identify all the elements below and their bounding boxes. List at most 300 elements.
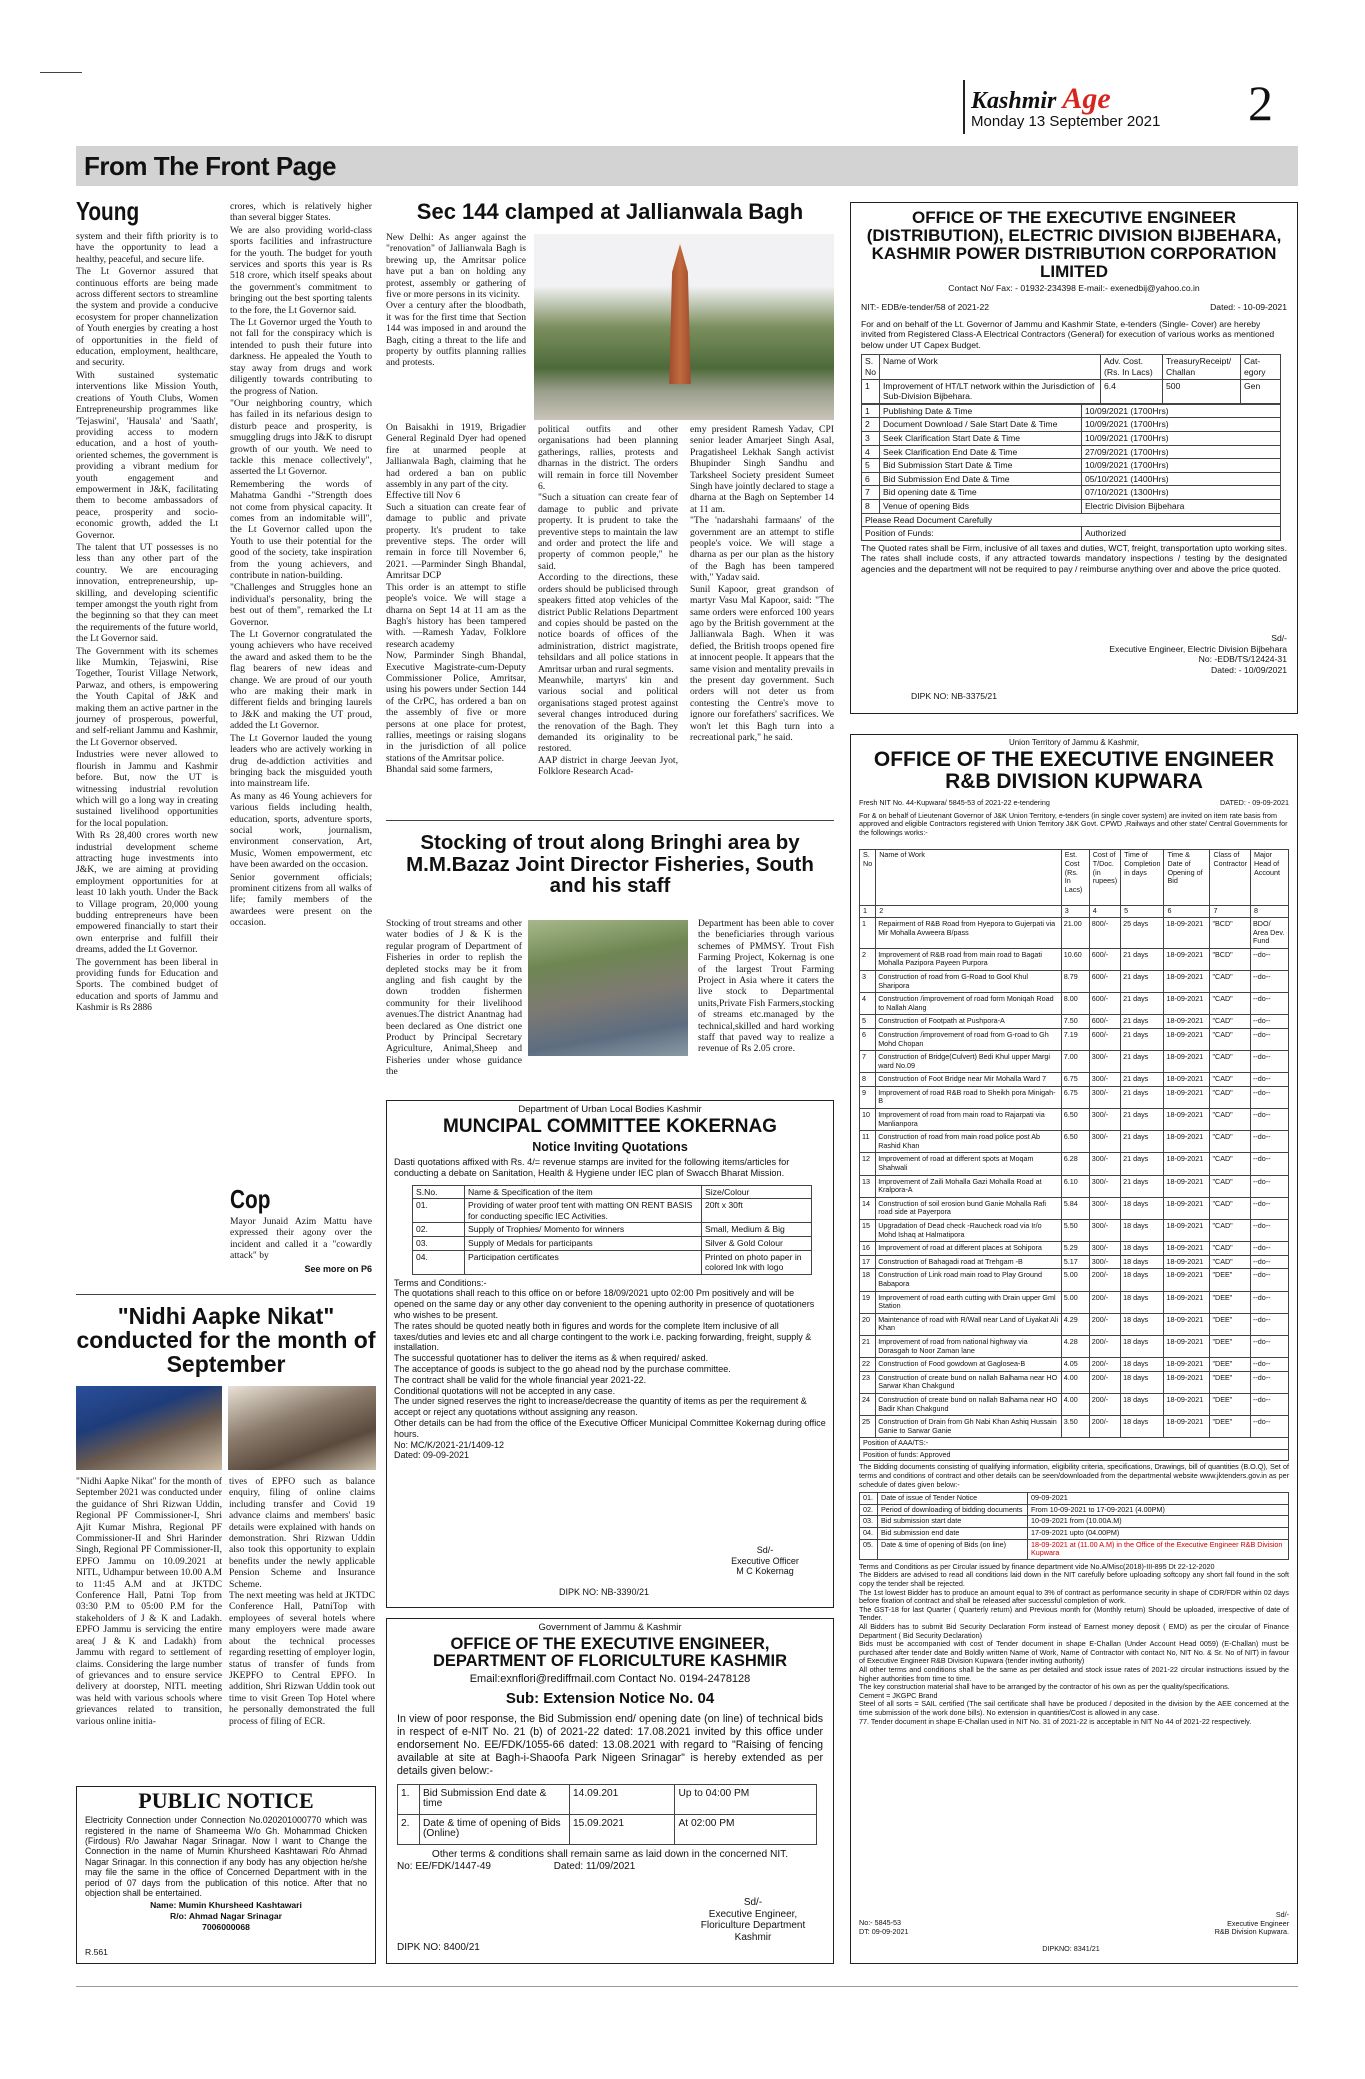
table-cell: 4.28 [1061,1335,1089,1357]
kpdcl-contact: Contact No/ Fax: - 01932-234398 E-mail:- exenedbij@yahoo.co.in [948,283,1200,293]
table-cell: 18-09-2021 [1164,1335,1210,1357]
table-cell: 18-09-2021 [1164,1086,1210,1108]
table-cell: --do-- [1251,1255,1289,1269]
table-cell: 1 [862,404,880,418]
table-cell: 10 [860,1109,876,1131]
kup-sig2: Executive Engineer [1227,1918,1289,1928]
table-cell: 16 [860,1242,876,1256]
table-cell: 5 [1121,906,1164,918]
table-cell: "DEE" [1210,1416,1251,1438]
flori-body: In view of poor response, the Bid Submission end/ opening date (on line) of technical bids in respect of e-NIT No. 21 (b) of 2021-22 dated: 17.08.2021 invited by this office under endorsement No. EE/FDK/1055-66 dated: 13.08.2021 with regard to "Raising of fencing available at site at Bagh-i-Shaoofa Park Nigeen Srinagar" is hereby extended as per details given below:- [397,1712,823,1777]
table-cell: Improvement of road R&B road to Sheikh pora Minigah-B [876,1086,1062,1108]
kpdcl-schedule [861,404,1281,541]
table-cell: "DEE" [1210,1313,1251,1335]
table-cell: 11 [860,1131,876,1153]
public-notice-ref: R.561 [85,1947,108,1957]
table-cell: "DEE" [1210,1371,1251,1393]
nidhi-head: "Nidhi Aapke Nikat" conducted for the month of September [76,1303,376,1378]
table-cell: Construction of Bahagadi road at Trehgam -B [876,1255,1062,1269]
table-cell: 18-09-2021 at (11.00 A.M) in the Office of the Executive Engineer R&B Division Kupwara [1028,1539,1289,1559]
nidhi-story [76,1294,376,1782]
table-row [862,445,1281,459]
table-cell: --do-- [1251,1291,1289,1313]
table-cell: 25 [860,1416,876,1438]
table-cell: --do-- [1251,1220,1289,1242]
flori-sig3: Floriculture Department [700,1920,806,1931]
kup-notice [850,734,1298,1964]
table-cell: 300/- [1089,1153,1120,1175]
table-cell: Position of AAA/TS:- [860,1438,1289,1450]
table-cell: Improvement of road from national highway via Dorasgah to Noor Zaman lane [876,1335,1062,1357]
mck-sig: Sd/- [756,1545,774,1555]
table-cell: 10/09/2021 (1700Hrs) [1082,418,1281,432]
table-cell: 300/- [1089,1131,1120,1153]
table-cell: Maintenance of road with R/Wall near Land of Liyakat Ali Khan [876,1313,1062,1335]
kpdcl-refs [861,302,1287,313]
table-cell: 8.79 [1061,970,1089,992]
table-cell: 27/09/2021 (1700Hrs) [1082,445,1281,459]
table-cell: 10.60 [1061,948,1089,970]
table-cell: 1 [862,379,880,403]
table-cell: Construction of Food gowdown at Gaglosea-B [876,1358,1062,1372]
table-cell: --do-- [1251,1028,1289,1050]
young-p: "Our neighboring country, which has failed in its nefarious design to disturb peace and prosperity, is smuggling drugs into J&K to disrupt growth of our youth. We need to tackle this menace collectively", asserted the Lt Governor. [230,397,372,478]
table-cell: Electric Division Bijbehara [1082,499,1281,513]
kup-dipk: DIPKNO: 8341/21 [1042,1944,1100,1953]
nidhi-photo-left [76,1386,222,1470]
flori-title: OFFICE OF THE EXECUTIVE ENGINEER, DEPARTMENT OF FLORICULTURE KASHMIR [432,1634,788,1670]
table-cell: 18-09-2021 [1164,917,1210,948]
table-cell: 5.84 [1061,1197,1089,1219]
table-cell: "BCD" [1210,917,1251,948]
table-cell: "CAD" [1210,1131,1251,1153]
table-cell: Upgradation of Dead check -Raucheck road via Ir/o Mohd Ishaq at Halmatipora [876,1220,1062,1242]
table-cell: --do-- [1251,1073,1289,1087]
table-cell: 02. [860,1504,878,1516]
table-row [860,1393,1289,1415]
public-notice-phone: 7006000068 [202,1921,250,1932]
table-cell: Improvement of road earth cutting with Drain upper Gml Station [876,1291,1062,1313]
table-cell: 5.17 [1061,1255,1089,1269]
table-cell: Gen [1241,379,1281,403]
table-cell: Seek Clarification End Date & Time [880,445,1082,459]
table-cell: 23 [860,1371,876,1393]
table-cell: 21 days [1121,1153,1164,1175]
table-cell: Construction /improvement of road from G-road to Gh Mohd Chopan [876,1028,1062,1050]
table-header: Class of Contractor [1210,850,1251,906]
table-cell: "CAD" [1210,1086,1251,1108]
trout-photo [528,920,688,1056]
kup-title: OFFICE OF THE EXECUTIVE ENGINEER R&B DIVISION KUPWARA [873,747,1275,793]
table-cell: 18-09-2021 [1164,1255,1210,1269]
table-cell: 6.28 [1061,1153,1089,1175]
table-cell: 01. [413,1199,465,1223]
table-cell: 3.50 [1061,1416,1089,1438]
table-cell: 200/- [1089,1335,1120,1357]
young-p: The talent that UT possesses is no less than any other part of the country. We are encouraging innovation, entrepreneurship, up-skilling, and developing scientific temper amongst the youth right from the beginning so that they can meet the requirements of the future world, the Lt Governor said. [76,541,218,645]
table-row [860,1015,1289,1029]
flori-sig4: Kashmir [734,1931,772,1943]
table-cell: 18-09-2021 [1164,1220,1210,1242]
table-header: Time of Completion in days [1121,850,1164,906]
sec144-head: Sec 144 clamped at Jallianwala Bagh [416,199,804,224]
table-row [860,1197,1289,1219]
young-p: system and their fifth priority is to have the opportunity to lead a healthy, peaceful, and secure life. [76,231,218,265]
table-cell: Improvement of road at different spots at Moqam Shahwali [876,1153,1062,1175]
table-cell: 07/10/2021 (1300Hrs) [1082,486,1281,500]
table-header: Name of Work [880,355,1101,379]
table-cell: Construction of Drain from Gh Nabi Khan Ashiq Hussain Ganie to Sarwar Ganie [876,1416,1062,1438]
kpdcl-title: OFFICE OF THE EXECUTIVE ENGINEER (DISTRIBUTION), ELECTRIC DIVISION BIJBEHARA, KASHMIR POWER DISTRIBUTION CORPORATION LIMITED [866,208,1282,281]
nidhi-col-1: "Nidhi Aapke Nikat" for the month of September 2021 was conducted under the guidance of Shri Rizwan Uddin, Regional PF Commissioner-I, Shri Ajit Kumar Mishra, Regional PF Commissioner-II and Shri Harinder Singh, Regional PF Commissioner-II, EPFO Jammu on 10.09.2021 at NITL, Udhampur between 10.00 A.M to 11:45 A.M and at JKTDC Conference Hall, Patni Top from 03:30 P.M to 05:00 P.M for the stakeholders of J & K and Ladakh. EPFO Jammu is servicing the entire area( J & K and Ladakh) from Jammu with regard to settlement of claims. Considering the large number of grievances and to ensure service delivery at doorstep, NITL meeting was held with various schools where grievances related to transition, various online initia- [76,1476,222,1727]
flori-notice [386,1618,834,1964]
table-cell: 21.00 [1061,917,1089,948]
kup-terms: Terms and Conditions as per Circular issued by finance department vide No.A/Misc(2018)-III-895 Dt 22-12-2020 The Bidders are advised to read all conditions laid down in the NIT carefully before uploading softcopy any short fall found in the soft copy the tender shall be rejected. The 1st lowest Bidder has to produce an amount equal to 3% of contract as performance security in shape of CDR/FDR within 02 days before fixation of contract and shall be released after successful completion of work. The GST-18 for last Quarter ( Quarterly return) and Previous month for (Monthly return) Should be uploaded, irrespective of date of Tender. All Bidders has to submit Bid Security Declaration Form instead of Earnest money deposit ( EMD) as per the circular of Finance Department ( Bid Security Declaration) Bids must be accompanied with cost of Tender document in shape E-Challan (Under Account Head 0059) (E-Challan) must be purchased after tender date and Boldly written Name of Work, Name of Contractor with contact No, NIT No. & Sr. No of NIT) in favour of Executive Engineer R&B Division Kupwara (tender inviting authority) All other terms and conditions shall be the same as per detailed and stock issue rates of 2021-22 circular instructions issued by the higher authorities from time to time. The key construction material shall have to be arranged by the contractor of his own as per the quality/specifications. Cement = JKGPC Brand Steel of all sorts = SAIL certified (The sail certificate shall have be produced / deposited in the division by the AEE concerned at the time submission of the work done bills). No extension in quantities/Cost is allowed in any case. 77. Tender document in shape E-Challan used in NIT No. 31 of 2021-22 is acceptable in NIT No 44 of 2021-22 respectively. [859,1561,1289,1726]
table-cell: 21 days [1121,1051,1164,1073]
bottom-rule [76,1986,1298,1987]
sec144-photo [534,234,834,420]
table-cell: --do-- [1251,1269,1289,1291]
table-cell: --do-- [1251,1086,1289,1108]
table-cell: Small, Medium & Big [702,1223,812,1237]
mck-terms-head: Terms and Conditions:- [394,1277,487,1288]
table-cell: 14.09.201 [570,1784,675,1814]
table-cell: Venue of opening Bids [880,499,1082,513]
table-row [862,527,1281,541]
table-cell: Bid Submission Start Date & Time [880,459,1082,473]
table-cell: 300/- [1089,1109,1120,1131]
table-cell: 10/09/2021 (1700Hrs) [1082,459,1281,473]
table-cell: 21 days [1121,1015,1164,1029]
table-cell: 03. [860,1516,878,1528]
table-cell: --do-- [1251,1416,1289,1438]
table-cell: Construction of create bund on nallah Balhama near HO Badir Khan Chakgund [876,1393,1062,1415]
kup-sig3: R&B Division Kupwara. [1214,1927,1289,1937]
table-row [860,1269,1289,1291]
table-cell: 18-09-2021 [1164,1153,1210,1175]
kup-rows [860,917,1289,1437]
table-row [860,993,1289,1015]
table-cell: 18-09-2021 [1164,1015,1210,1029]
table-cell: 18-09-2021 [1164,1291,1210,1313]
table-cell: Please Read Document Carefully [862,513,1281,527]
young-col-1 [76,231,218,1286]
table-cell: --do-- [1251,1313,1289,1335]
young-p: "Challenges and Struggles hone an individual's personality, bring the best out of them", remarked the Lt Governor. [230,582,372,628]
table-cell: 18-09-2021 [1164,1371,1210,1393]
table-cell: 2 [862,418,880,432]
table-cell: 200/- [1089,1269,1120,1291]
table-cell: 200/- [1089,1358,1120,1372]
table-cell: "CAD" [1210,1073,1251,1087]
table-row [862,499,1281,513]
table-header: Cost of T/Doc. (in rupees) [1089,850,1120,906]
kpdcl-terms: The Quoted rates shall be Firm, inclusive of all taxes and duties, WCT, freight, transportation upto working sites. The rates shall include costs, if any attracted towards mandatory inspections / testing by the designated agencies and the department will not be required to pay / reimburse anything over and above the price quoted. [861,542,1287,574]
table-cell: 2 [860,948,876,970]
table-cell: 15 [860,1220,876,1242]
flori-signature [683,1897,823,1943]
table-cell: "CAD" [1210,1242,1251,1256]
table-cell: 300/- [1089,1086,1120,1108]
table-row [862,472,1281,486]
table-cell: 6.50 [1061,1109,1089,1131]
table-row [860,1371,1289,1393]
table-cell: 21 [860,1335,876,1357]
table-cell: 6 [862,472,880,486]
flori-no: No: EE/FDK/1447-49 [397,1860,491,1872]
table-header: S.No. [413,1185,465,1199]
table-cell: 21 days [1121,1073,1164,1087]
table-cell: Bid opening date & Time [880,486,1082,500]
table-cell: 2. [398,1814,420,1844]
table-cell: Improvement of R&B road from main road to Bagati Mohalla Pazipora Payeen Purpora [876,948,1062,970]
table-cell: 18 days [1121,1291,1164,1313]
memorial-shape [662,244,698,384]
mck-no: No: MC/K/2021-21/1409-12 [394,1439,505,1450]
table-cell: 21 days [1121,1086,1164,1108]
table-cell: 18 days [1121,1371,1164,1393]
table-row [413,1237,812,1251]
see-more-link[interactable]: See more on P6 [304,1264,372,1274]
table-cell: 1 [860,906,876,918]
mck-sub: Notice Inviting Quotations [532,1139,688,1154]
table-cell: 7.50 [1061,1015,1089,1029]
table-cell: 18-09-2021 [1164,1269,1210,1291]
table-cell: 02. [413,1223,465,1237]
young-p: The Lt Governor lauded the young leaders who are actively working in drug de-addiction activities and bringing back the misguided youth into mainstream life. [230,732,372,790]
table-cell: --do-- [1251,1175,1289,1197]
table-cell: --do-- [1251,1197,1289,1219]
table-row [860,1528,1289,1540]
kup-ut: Union Territory of Jammu & Kashmir, [1008,738,1140,747]
mck-dept: Department of Urban Local Bodies Kashmir [518,1104,702,1115]
table-cell: 18-09-2021 [1164,1175,1210,1197]
table-row [860,1175,1289,1197]
kpdcl-no: No: -EDB/TS/12424-31 [1198,654,1287,665]
table-cell: "DEE" [1210,1358,1251,1372]
table-cell: 01. [860,1493,878,1505]
table-cell: 21 days [1121,1175,1164,1197]
table-cell: --do-- [1251,993,1289,1015]
sec144-col-b: political outfits and other organisations had been planning gatherings, rallies, protests and dharnas in the district. The orders will remain in force till November 6. "Such a situation can create fear of damage to public and private property. It is prudent to take the preventive steps to maintain the law and order and protect the life and property of common people," he said. According to the directions, these orders should be publicised through speakers fitted atop vehicles of the district Public Relations Department and copies should be pasted on the notice boards of offices of the administration, district magistrate, tehsildars and all police stations in Amritsar urban and rural segments. Meanwhile, martyrs' kin and various social and political organisations staged protest against several changes introduced during the renovation of the Bagh. They demanded its originality to be restored. AAP district in charge Jeevan Jyot, Folklore Research Acad- [538,424,678,778]
table-cell: Improvement of road at different places at Sohipora [876,1242,1062,1256]
table-cell: Construction of Foot Bridge near Mir Mohalla Ward 7 [876,1073,1062,1087]
table-cell: 18 days [1121,1393,1164,1415]
table-cell: Improvement of road from main road to Rajarpati via Manlianpora [876,1109,1062,1131]
table-cell: --do-- [1251,1371,1289,1393]
table-cell: 5 [862,459,880,473]
table-cell: "CAD" [1210,1197,1251,1219]
table-cell: 18-09-2021 [1164,970,1210,992]
mck-intro: Dasti quotations affixed with Rs. 4/= revenue stamps are invited for the following items/articles for conducting a debate on Sanitation, Health & Hygiene under IEC plan of Swacch Bharat Mission. [394,1156,790,1178]
table-cell: Silver & Gold Colour [702,1237,812,1251]
cop-body: Mayor Junaid Azim Mattu have expressed their agony over the incident and called it a "cowardly attack" by [230,1216,372,1262]
table-cell: 7 [860,1051,876,1073]
table-cell: Improvement of HT/LT network within the Jurisdiction of Sub-Division Bijbehara. [880,379,1101,403]
sec144-col-a-top: New Delhi: As anger against the "renovation" of Jallianwala Bagh is brewing up, the Amritsar police have put a ban on holding any protest, assembly or gathering of five or more persons in its vicinity. Over a century after the bloodbath, it was for the first time that Section 144 was imposed in and around the Bagh, citing a threat to the life and property by outfits planning rallies and protests. [386,232,526,369]
table-cell: --do-- [1251,970,1289,992]
kpdcl-notice [850,202,1298,714]
table-cell: 300/- [1089,1073,1120,1087]
flori-sig2: Executive Engineer, [708,1908,798,1920]
table-row [860,970,1289,992]
table-cell: 1 [860,917,876,948]
table-cell: 18 days [1121,1220,1164,1242]
mck-table [412,1185,812,1275]
table-cell: --do-- [1251,1358,1289,1372]
table-cell: 18 days [1121,1242,1164,1256]
table-cell: 6.10 [1061,1175,1089,1197]
table-cell: 18-09-2021 [1164,1051,1210,1073]
flori-table [397,1784,817,1845]
table-row [860,1109,1289,1131]
kup-sig: Sd/- [1275,1910,1289,1919]
table-cell: Date & time of opening of Bids (on line) [878,1539,1028,1559]
table-cell: 600/- [1089,1015,1120,1029]
table-cell: "DEE" [1210,1291,1251,1313]
table-cell: Document Download / Sale Start Date & Time [880,418,1082,432]
table-cell: 6 [1164,906,1210,918]
young-p: Remembering the words of Mahatma Gandhi -"Strength does not come from physical capacity. It comes from an indomitable will", the Lt Governor called upon the Youth to use their potential for the good of the society, take inspiration from the young achievers, and contribute in nation-building. [230,478,372,581]
table-cell: 18-09-2021 [1164,1028,1210,1050]
table-row [860,1291,1289,1313]
young-p: The Lt Governor assured that continuous efforts are being made across different sectors to streamline the system and provide a conducive ecosystem for proper channelization of Youth energies by creating a host of opportunities in the field of education, employment, healthcare, and security. [76,266,218,369]
table-cell: Supply of Trophies/ Momento for winners [465,1223,702,1237]
table-cell: Bid submission start date [878,1516,1028,1528]
table-cell: 5.00 [1061,1291,1089,1313]
young-p: With Rs 28,400 crores worth new industrial development scheme attracting huge investments into J&K, we are aiming at providing employment opportunities for at least 10 lakh youth. Under the Back to Village program, 20,000 young budding entrepreneurs have been empowered financially to start their own enterprise and fulfill their dreams, added the Lt Governor. [76,830,218,956]
table-header: Adv. Cost. (Rs. In Lacs) [1101,355,1163,379]
table-cell: 17-09-2021 upto (04.00PM) [1028,1528,1289,1540]
table-cell: From 10-09-2021 to 17-09-2021 (4.00PM) [1028,1504,1289,1516]
young-head: Young [76,196,140,226]
table-row [860,1028,1289,1050]
table-cell: 13 [860,1175,876,1197]
table-cell: 300/- [1089,1255,1120,1269]
kpdcl-dipk: DIPK NO: NB-3375/21 [911,691,997,701]
table-row [860,1358,1289,1372]
table-cell: 18-09-2021 [1164,1109,1210,1131]
table-cell: Period of downloading of bidding documents [878,1504,1028,1516]
table-cell: 200/- [1089,1416,1120,1438]
table-cell: Up to 04:00 PM [675,1784,817,1814]
flori-gov: Government of Jammu & Kashmir [538,1622,682,1633]
mck-dated: Dated: 09-09-2021 [394,1450,470,1461]
trout-head: Stocking of trout along Bringhi area by M.M.Bazaz Joint Director Fisheries, South and his staff [406,831,814,898]
table-cell: 21 days [1121,1028,1164,1050]
mck-terms: The quotations shall reach to this office on or before 18/09/2021 upto 02:00 Pm positively and will be opened on the same day or any other day convenient to the opening authority in presence of quotationers who wishes to be present. The rates should be quoted neatly both in figures and words for the complete Item inclusive of all taxes/duties and levies etc and all charge contingent to the work i.e. packing forwarding, freight, supply & installation. The successful quotationer has to deliver the items as & when required/ asked. The acceptance of goods is subject to the go ahead nod by the purchase committee. The contract shall be valid for the whole financial year 2021-22. Conditional quotations will not be accepted in any case. The under signed reserves the right to increase/decrease the quantity of items as per the requirement & accept or reject any quotations without assigning any reason. Other details can be had from the office of the Executive Officer Municipal Committee Kokernag during office hours. [394,1288,826,1439]
table-cell: 1. [398,1784,420,1814]
table-cell: 300/- [1089,1242,1120,1256]
table-cell: Date & time of opening of Bids (Online) [420,1814,570,1844]
table-cell: 21 days [1121,948,1164,970]
table-row [413,1199,812,1223]
young-p: As many as 46 Young achievers for various fields including health, education, sports, adventure sports, social work, journalism, environment conservation, Art, Music, Women empowerment, etc have been awarded on the occasion. [230,790,372,871]
table-cell: 18-09-2021 [1164,993,1210,1015]
kup-dated: DATED: - 09-09-2021 [1220,797,1289,807]
table-cell: 4 [862,445,880,459]
table-cell: 7 [1210,906,1251,918]
table-cell: 18 days [1121,1255,1164,1269]
brand-logo [971,82,1161,115]
table-cell: 22 [860,1358,876,1372]
young-p: The government has been liberal in providing funds for Education and Sports. The combined budget of education and sports of Jammu and Kashmir is Rs 2886 [76,956,218,1014]
table-cell: 5.50 [1061,1220,1089,1242]
mck-sig3: M C Kokernag [736,1566,794,1577]
table-cell: 03. [413,1237,465,1251]
kpdcl-table [861,354,1281,403]
nidhi-col-2: tives of EPFO such as balance enquiry, filing of online claims including transfer and Covid 19 advance claims and members' basic details were explained with hands on demonstration. Shri Rizwan Uddin also took this opportunity to explain benefits under the newly applicable Pension Scheme and Insurance Scheme. The next meeting was held at JKTDC Conference Hall, PatniTop with employees of several hotels where many employers were made aware about the technical processes regarding resetting of employer login, status of transfer of funds from JKEPFO to Central EPFO. In addition, Shri Rizwan Uddin took out time to visit Green Top Hotel where he personally demonstrated the full process of filing of ECR. [229,1476,375,1727]
table-cell: "DEE" [1210,1269,1251,1291]
table-row [398,1814,817,1844]
table-cell: 10-09-2021 from (10.00A.M) [1028,1516,1289,1528]
table-cell: 7.19 [1061,1028,1089,1050]
table-cell: 4 [1089,906,1120,918]
mck-signature [705,1545,825,1577]
kup-dt: DT: 09-09-2021 [859,1926,909,1936]
table-row [860,1493,1289,1505]
table-row [860,1242,1289,1256]
table-cell: 300/- [1089,1197,1120,1219]
young-story [76,198,376,1288]
table-cell: 6 [860,1028,876,1050]
table-row [413,1250,812,1274]
table-cell: 09-09-2021 [1028,1493,1289,1505]
table-cell: --do-- [1251,1015,1289,1029]
table-cell: 18 [860,1269,876,1291]
table-cell: 18-09-2021 [1164,1073,1210,1087]
table-cell: 7 [862,486,880,500]
table-cell: --do-- [1251,1393,1289,1415]
table-cell: 21 days [1121,1109,1164,1131]
table-cell: 18 days [1121,1358,1164,1372]
table-cell: Authorized [1082,527,1281,541]
table-cell: 8 [860,1073,876,1087]
table-cell: --do-- [1251,948,1289,970]
table-cell: 19 [860,1291,876,1313]
table-cell: 4.29 [1061,1313,1089,1335]
table-cell: 25 days [1121,917,1164,948]
masthead [963,75,1303,134]
table-cell: --do-- [1251,1335,1289,1357]
table-cell: 200/- [1089,1291,1120,1313]
table-cell: Position of Funds: [862,527,1082,541]
young-p: crores, which is relatively higher than several bigger States. [230,201,372,224]
table-row [862,459,1281,473]
table-cell: 18 days [1121,1269,1164,1291]
table-cell: 18 days [1121,1416,1164,1438]
table-header: Name & Specification of the item [465,1185,702,1199]
public-notice [76,1786,376,1964]
table-cell: 18-09-2021 [1164,1131,1210,1153]
table-row [860,1131,1289,1153]
table-cell: 6.75 [1061,1073,1089,1087]
sec144-col-a: On Baisakhi in 1919, Brigadier General Reginald Dyer had opened fire at unarmed people at Jallianwala Bagh, claiming that he had ordered a ban on public assembly in any part of the city. Effective till Nov 6 Such a situation can create fear of damage to public and private property. It's prudent to take preventive steps. The order will remain in force till November 6, 2021. —Parminder Singh Bhandal, Amritsar DCP This order is an attempt to stifle people's voice. We will stage a dharna on Sept 14 at 11 am as the Bagh's history has been tampered with. —Ramesh Yadav, Folklore research academy Now, Parminder Singh Bhandal, Executive Magistrate-cum-Deputy Commissioner Police, Amritsar, using his powers under Section 144 of the CrPC, has ordered a ban on the assembly of five or more persons at one place for protest, rallies, meetings or raising slogans in the jurisdiction of all police stations of the Amritsar police. Bhandal said some farmers, [386,422,526,776]
table-row [860,1504,1289,1516]
table-row [862,418,1281,432]
table-cell: 200/- [1089,1371,1120,1393]
table-cell: Repairment of R&B Road from Hyepora to Gujerpati via Mir Mohalla Avweera B/pass [876,917,1062,948]
kup-signature [1169,1911,1289,1937]
section-title: From The Front Page [84,151,336,181]
table-cell: Improvement of Zaili Mohalla Gazi Mohalla Road at Kralpora-A [876,1175,1062,1197]
table-cell: "CAD" [1210,1153,1251,1175]
table-row [862,431,1281,445]
table-cell: 18-09-2021 [1164,1313,1210,1335]
table-cell: "CAD" [1210,993,1251,1015]
table-cell: --do-- [1251,1131,1289,1153]
trout-col-a: Stocking of trout streams and other water bodies of J & K is the regular program of Department of Fisheries in order to replish the depleted stocks may be it from angling and fish caught by the down trodden fishermen community for their livelihood avenues.The district Anantnag had been declared as One district one Product by Principal Secretary Agriculture, Animal,Sheep and Fisheries under whose guidance the [386,918,522,1078]
